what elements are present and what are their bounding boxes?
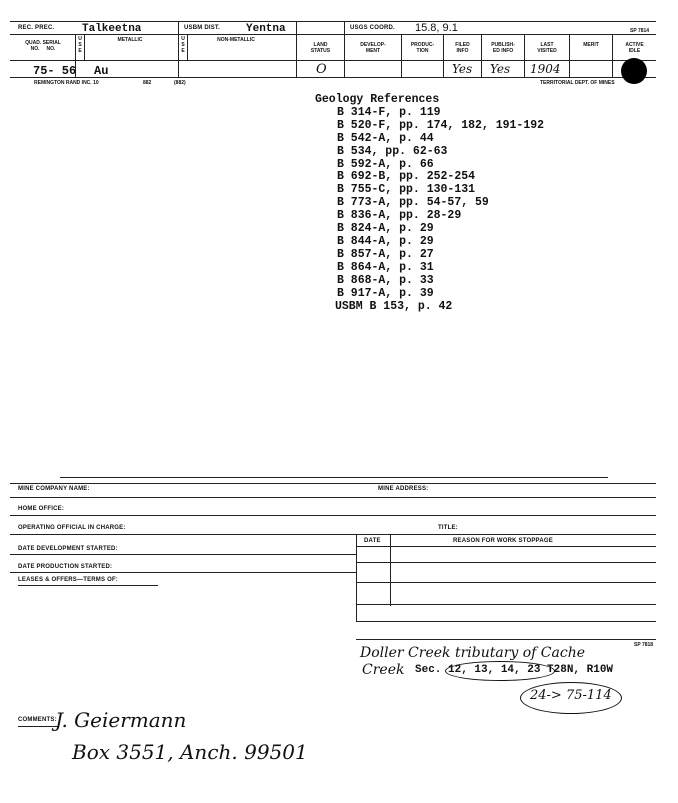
section-typed-line: Sec. 12, 13, 14, 23 T28N, R10W: [415, 664, 614, 676]
published-info-value: Yes: [490, 62, 511, 76]
date-label: DATE: [364, 538, 381, 544]
geology-ref: B 868-A, p. 33: [337, 273, 434, 287]
col-divider: [524, 34, 525, 77]
footer-strip-code1: 882: [143, 80, 152, 86]
col-merit: MERIT: [583, 42, 599, 48]
geology-ref: B 836-A, pp. 28-29: [337, 209, 462, 223]
rule: [10, 515, 656, 516]
stoppage-left-rule: [356, 534, 357, 622]
col-production: PRODUC- TION: [410, 42, 435, 54]
date-development-label: DATE DEVELOPMENT STARTED:: [18, 546, 118, 552]
reason-label: REASON FOR WORK STOPPAGE: [453, 538, 553, 544]
geology-ref: B 520-F, pp. 174, 182, 191-192: [337, 118, 545, 132]
header-top-rule: [10, 21, 656, 22]
rec-prec-value: Talkeetna: [82, 23, 142, 35]
rule: [10, 554, 356, 555]
col-use-nonmetallic: U S E: [181, 36, 185, 54]
circled-code: 24-> 75-114: [530, 688, 612, 703]
rule: [356, 546, 656, 547]
geology-ref: B 592-A, p. 66: [337, 157, 434, 171]
rec-prec-label: REC. PREC.: [18, 25, 55, 31]
col-metallic: METALLIC: [117, 37, 143, 43]
active-punch-mark: [621, 58, 647, 84]
location-handwritten-line1: Doller Creek tributary of Cache: [360, 645, 586, 661]
comments-underline: [18, 726, 58, 727]
geology-ref: B 755-C, pp. 130-131: [337, 183, 476, 197]
sections-circle-mark: [445, 661, 555, 681]
col-active-idle: ACTIVE IDLE: [625, 42, 644, 54]
col-last-visited: LAST VISITED: [537, 42, 557, 54]
usbm-dist-value: Yentna: [246, 23, 286, 35]
date-production-label: DATE PRODUCTION STARTED:: [18, 564, 113, 570]
lower-top-rule: [10, 483, 656, 484]
filed-info-value: Yes: [452, 62, 473, 76]
comment-handwritten-line1: J. Geiermann: [55, 708, 187, 732]
circled-code-ring: [520, 682, 622, 714]
footer-strip-code2: (882): [174, 80, 186, 86]
stoppage-date-rule: [390, 534, 391, 606]
geology-ref: B 542-A, p. 44: [337, 131, 434, 145]
col-divider: [401, 34, 402, 77]
quad-serial-value: 75- 56: [33, 64, 77, 78]
geology-ref: B 864-A, p. 31: [337, 260, 434, 274]
geology-ref: B 534, pp. 62-63: [337, 144, 448, 158]
col-published-info: PUBLISH- ED INFO: [491, 42, 515, 54]
col-divider: [187, 34, 188, 60]
geology-title: Geology References: [315, 93, 440, 106]
footer-strip-left: REMINGTON RAND INC. 10: [34, 80, 99, 86]
footer-strip-right: TERRITORIAL DEPT. OF MINES: [540, 80, 615, 86]
operating-official-label: OPERATING OFFICIAL IN CHARGE:: [18, 525, 126, 531]
header-row-rule: [10, 60, 656, 61]
geology-references: [315, 94, 544, 313]
col-development: DEVELOP- MENT: [360, 42, 386, 54]
col-divider: [569, 34, 570, 77]
rule: [356, 562, 656, 563]
rule: [356, 582, 656, 583]
usbm-dist-label: USBM DIST.: [184, 25, 221, 31]
location-handwritten-line2: Creek: [362, 662, 405, 678]
usgs-coord-label: USGS COORD.: [350, 25, 395, 31]
col-divider: [84, 34, 85, 60]
geology-ref: B 692-B, pp. 252-254: [337, 170, 476, 184]
metallic-value: Au: [94, 64, 109, 78]
home-office-label: HOME OFFICE:: [18, 506, 65, 512]
geology-ref: B 773-A, pp. 54-57, 59: [337, 196, 489, 210]
usgs-coord-value: 15.8, 9.1: [415, 22, 458, 34]
geology-ref: B 857-A, p. 27: [337, 247, 434, 261]
form-number: SP 7814: [630, 28, 650, 34]
mine-address-label: MINE ADDRESS:: [378, 486, 429, 492]
geology-ref: B 844-A, p. 29: [337, 234, 434, 248]
form-number-lower: SP 7818: [634, 642, 654, 648]
col-divider: [481, 34, 482, 77]
mine-company-name-label: MINE COMPANY NAME:: [18, 486, 90, 492]
col-filed-info: FILED INFO: [455, 42, 470, 54]
col-nonmetallic: NON-METALLIC: [217, 37, 255, 43]
col-use-metallic: U S E: [78, 36, 82, 54]
torn-edge-rule: [60, 477, 608, 478]
rule: [10, 497, 656, 498]
col-land-status: LAND STATUS: [310, 42, 331, 54]
last-visited-value: 1904: [530, 62, 561, 76]
rule: [10, 572, 356, 573]
rule: [356, 639, 656, 640]
col-divider: [612, 34, 613, 77]
geology-ref: USBM B 153, p. 42: [335, 299, 453, 313]
rule: [356, 604, 656, 605]
rule: [10, 534, 656, 535]
comments-label: COMMENTS:: [18, 717, 57, 723]
land-status-value: O: [316, 62, 327, 77]
geology-ref: B 314-F, p. 119: [337, 105, 441, 119]
title-label: TITLE:: [438, 525, 458, 531]
geology-ref: B 824-A, p. 29: [337, 222, 434, 236]
leases-label: LEASES & OFFERS—TERMS OF:: [18, 577, 119, 583]
geology-ref: B 917-A, p. 39: [337, 286, 434, 300]
comment-handwritten-line2: Box 3551, Anch. 99501: [72, 740, 308, 764]
col-quad-serial: QUAD. SERIAL NO. NO.: [25, 40, 61, 52]
rule: [356, 621, 656, 622]
leases-underline: [18, 585, 158, 586]
col-divider: [443, 34, 444, 77]
